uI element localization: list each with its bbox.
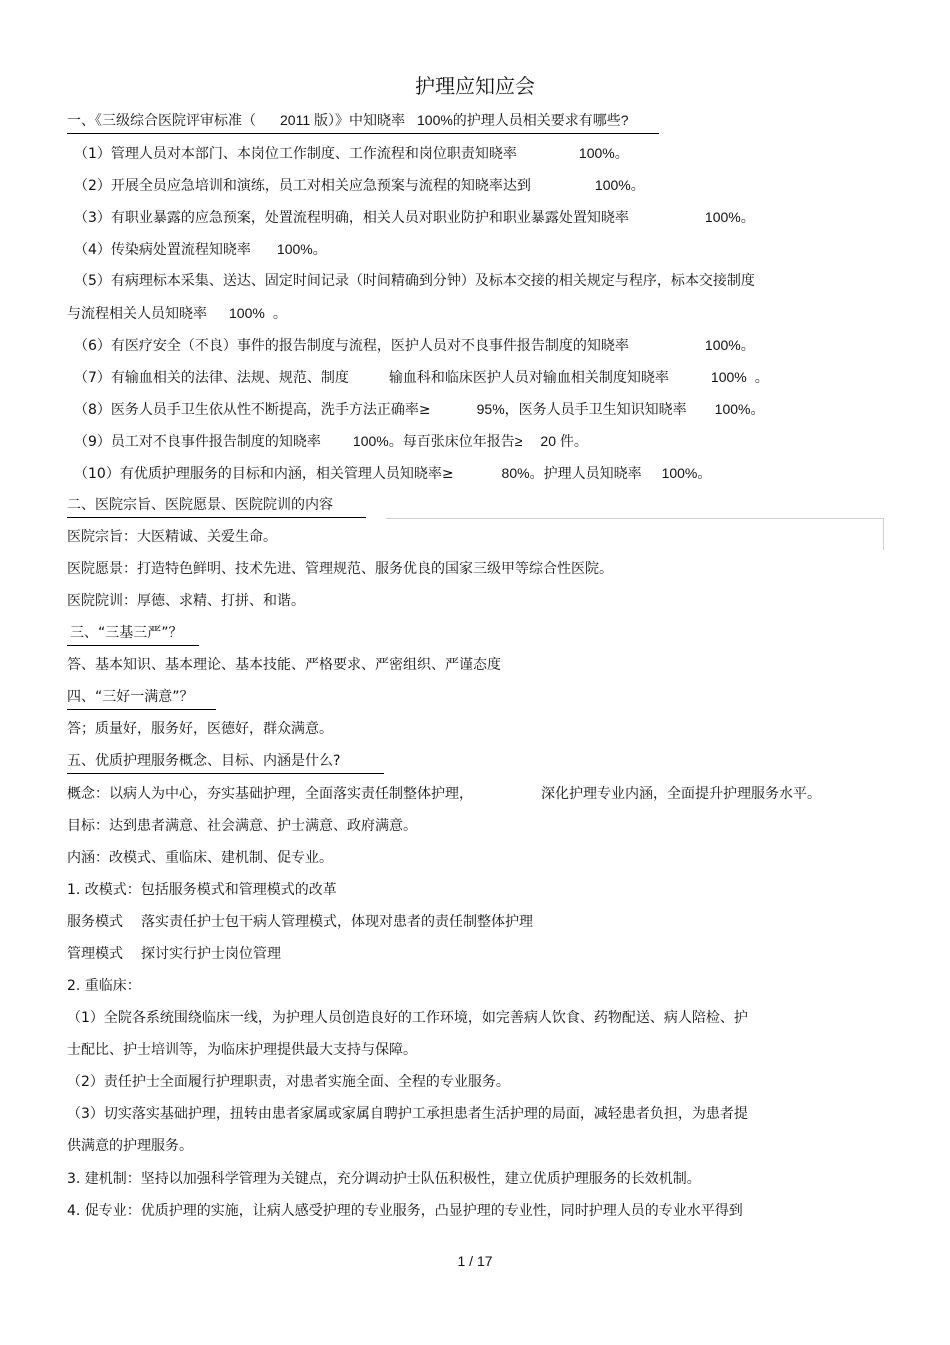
- list-item: （5）有病理标本采集、送达、固定时间记录（时间精确到分钟）及标本交接的相关规定与程序，标本交接制度: [74, 273, 755, 289]
- section-5-heading: 五、优质护理服务概念、目标、内涵是什么?: [67, 751, 384, 774]
- list-item: （3）有职业暴露的应急预案，处置流程明确，相关人员对职业防护和职业暴露处置知晓率 100%。: [74, 209, 755, 226]
- paragraph: 2. 重临床：: [67, 978, 141, 994]
- paragraph: 医院院训：厚德、求精、打拼、和谐。: [67, 593, 305, 609]
- paragraph: 1. 改模式：包括服务模式和管理模式的改革: [67, 882, 337, 898]
- paragraph: 概念：以病人为中心，夯实基础护理，全面落实责任制整体护理， 深化护理专业内涵，全面提升护理服务水平。: [67, 786, 821, 802]
- paragraph: 医院愿景：打造特色鲜明、技术先进、管理规范、服务优良的国家三级甲等综合性医院。: [67, 561, 613, 577]
- paragraph: 服务模式 落实责任护士包干病人管理模式，体现对患者的责任制整体护理: [67, 914, 533, 930]
- list-item: （8）医务人员手卫生依从性不断提高，洗手方法正确率≥ 95%，医务人员手卫生知识知晓率 100%。: [74, 401, 765, 418]
- section-1-heading-part-c: 100%的护理人员相关要求有哪些?: [417, 112, 629, 128]
- paragraph: 士配比、护士培训等，为临床护理提供最大支持与保障。: [67, 1042, 417, 1058]
- list-item-continuation: 与流程相关人员知晓率 100% 。: [67, 305, 287, 322]
- list-item: （6）有医疗安全（不良）事件的报告制度与流程，医护人员对不良事件报告制度的知晓率 100%。: [74, 337, 755, 354]
- paragraph: 4. 促专业：优质护理的实施，让病人感受护理的专业服务，凸显护理的专业性，同时护理人员的专业水平得到: [67, 1203, 743, 1219]
- paragraph: 供满意的护理服务。: [67, 1138, 193, 1154]
- paragraph: 医院宗旨：大医精诚、关爱生命。: [67, 529, 277, 545]
- text-frame-border: [883, 518, 884, 550]
- section-3-heading: 三、“三基三严”？: [67, 623, 199, 646]
- paragraph: （3）切实落实基础护理，扭转由患者家属或家属自聘护工承担患者生活护理的局面，减轻患者负担，为患者提: [67, 1106, 748, 1122]
- section-2-heading: 二、医院宗旨、医院愿景、医院院训的内容: [67, 495, 366, 518]
- paragraph: （2）责任护士全面履行护理职责，对患者实施全面、全程的专业服务。: [67, 1074, 510, 1090]
- list-item: （4）传染病处置流程知晓率 100%。: [74, 241, 327, 258]
- document-title: 护理应知应会: [415, 74, 535, 98]
- paragraph: （1）全院各系统围绕临床一线，为护理人员创造良好的工作环境，如完善病人饮食、药物配送、病人陪检、护: [67, 1010, 748, 1026]
- paragraph: 3. 建机制：坚持以加强科学管理为关键点，充分调动护士队伍积极性，建立优质护理服务的长效机制。: [67, 1171, 701, 1187]
- text-frame-border: [386, 518, 884, 519]
- paragraph: 内涵：改模式、重临床、建机制、促专业。: [67, 850, 333, 866]
- paragraph: 答、基本知识、基本理论、基本技能、严格要求、严密组织、严谨态度: [67, 657, 501, 673]
- paragraph: 答；质量好，服务好，医德好，群众满意。: [67, 721, 333, 737]
- section-1-heading-part-b: 2011 版）》中知晓率: [280, 112, 405, 128]
- section-1-heading-part-a: 一、《三级综合医院评审标准（: [67, 113, 256, 129]
- paragraph: 目标：达到患者满意、社会满意、护士满意、政府满意。: [67, 818, 417, 834]
- list-item: （10）有优质护理服务的目标和内涵，相关管理人员知晓率≥ 80%。护理人员知晓率 100%。: [74, 465, 712, 482]
- list-item: （1）管理人员对本部门、本岗位工作制度、工作流程和岗位职责知晓率 100%。: [74, 145, 629, 162]
- list-item: （2）开展全员应急培训和演练，员工对相关应急预案与流程的知晓率达到 100%。: [74, 177, 645, 194]
- section-1-heading: [67, 110, 659, 134]
- page-indicator: 1 / 17: [457, 1253, 493, 1269]
- paragraph: 管理模式 探讨实行护士岗位管理: [67, 946, 281, 962]
- list-item: （9）员工对不良事件报告制度的知晓率 100%。每百张床位年报告≥ 20 件。: [74, 433, 588, 450]
- section-4-heading: 四、“三好一满意”？: [67, 687, 216, 710]
- list-item: （7）有输血相关的法律、法规、规范、制度 输血科和临床医护人员对输血相关制度知晓率 100% 。: [74, 369, 769, 386]
